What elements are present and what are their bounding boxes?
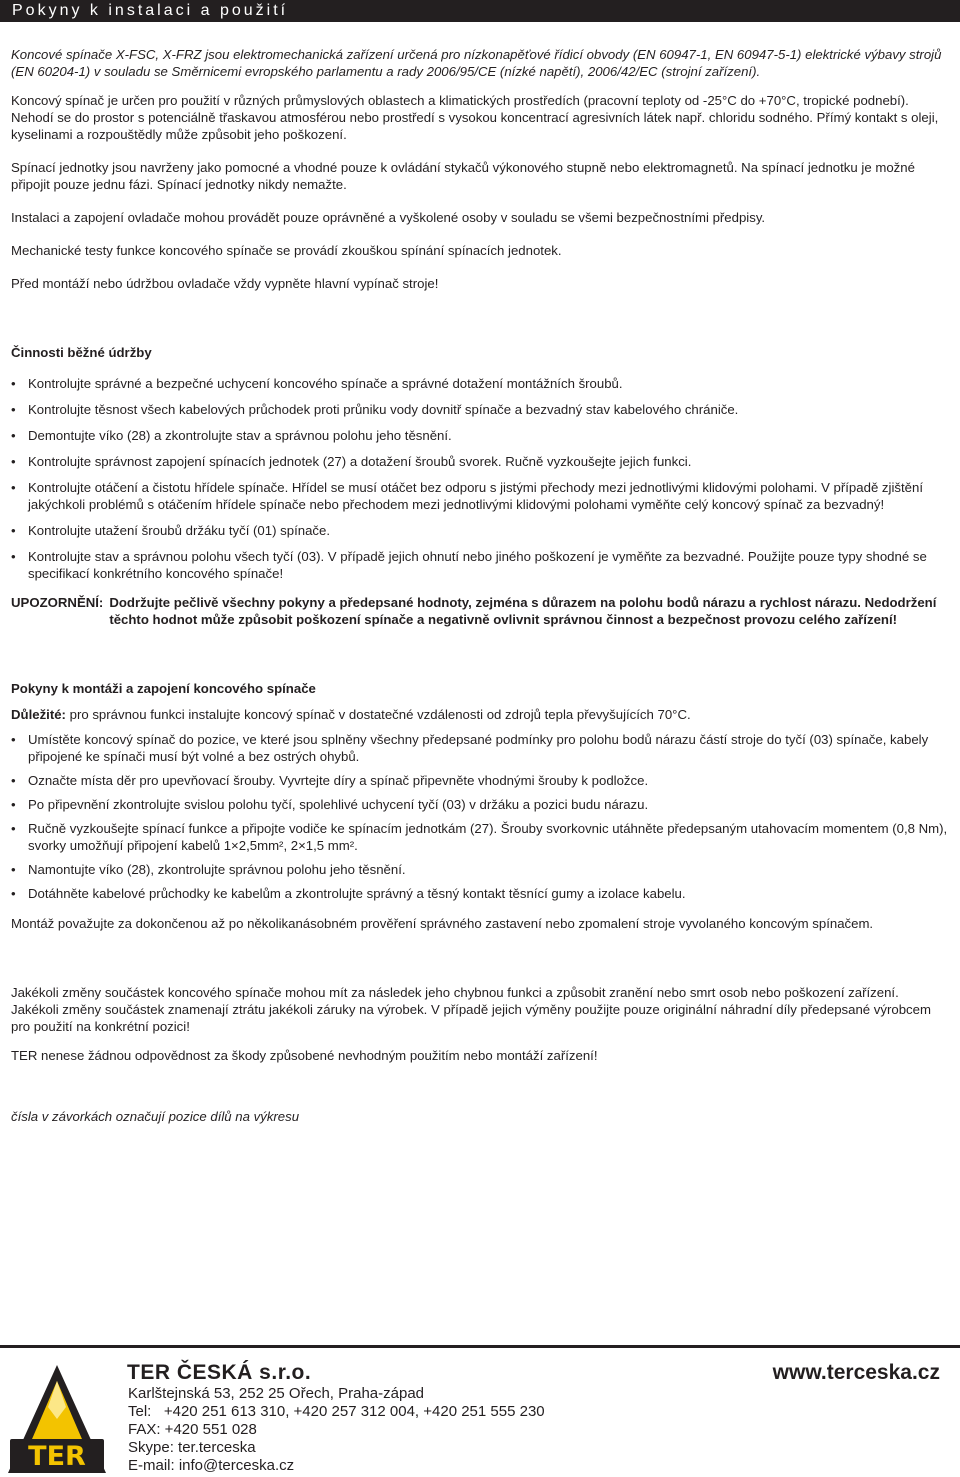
warning-label: UPOZORNĚNÍ: — [11, 595, 104, 610]
ter-logo-icon — [6, 1363, 108, 1475]
website-link[interactable]: www.terceska.cz — [772, 1361, 940, 1384]
list-item: • Dotáhněte kabelové průchodky ke kabelům a zkontrolujte správný a těsný kontakt těsnící gumy a izolace kabelu. — [11, 886, 686, 901]
fax: FAX: +420 551 028 — [128, 1421, 257, 1438]
paragraph-power-off: Před montáží nebo údržbou ovladače vždy vypněte hlavní vypínač stroje! — [11, 276, 439, 291]
phone: Tel: +420 251 613 310, +420 257 312 004, +420 251 555 230 — [128, 1403, 545, 1420]
bullet-icon: • — [11, 402, 16, 417]
mounting-heading: Pokyny k montáži a zapojení koncového spínače — [11, 681, 316, 696]
footnote: čísla v závorkách označují pozice dílů na výkresu — [11, 1109, 300, 1124]
bullet-icon: • — [11, 886, 16, 901]
list-item: • Namontujte víko (28), zkontrolujte správnou polohu jeho těsnění. — [11, 862, 406, 877]
list-item: • Označte místa děr pro upevňovací šrouby. Vyvrtejte díry a spínač připevněte vhodnými šrouby k podložce. — [11, 773, 649, 788]
list-item: • Kontrolujte utažení šroubů držáku tyčí (01) spínače. — [11, 523, 331, 538]
bullet-icon: • — [11, 732, 16, 747]
maintenance-heading: Činnosti běžné údržby — [11, 345, 152, 360]
mounting-list — [11, 731, 949, 902]
company-name: TER ČESKÁ s.r.o. — [127, 1361, 312, 1384]
page-title: Pokyny k instalaci a použití — [12, 2, 289, 19]
header-bar — [0, 0, 960, 22]
intro-paragraph: Koncové spínače X-FSC, X-FRZ jsou elektromechanická zařízení určená pro nízkonapěťové řídicí obvody (EN 60947-1, EN 60947-5-1) elektrické výbavy strojů (EN 60204-1) v souladu se Směrnicemi evropského parlamentu a rady 2006/95/CE (nízké napětí), 2006/42/EC (strojní zařízení). — [11, 47, 942, 79]
list-item: • Kontrolujte těsnost všech kabelových průchodek proti průniku vody dovnitř spínače a bezvadný stav kabelového chrániče. — [11, 402, 739, 417]
mounting-completion: Montáž považujte za dokončenou až po několikanásobném prověření správného zastavení nebo zpomalení stroje vyvolaného koncovým spínačem. — [11, 916, 874, 931]
paragraph-changes-warning: Jakékoli změny součástek koncového spínače mohou mít za následek jeho chybnou funkci a způsobit zranění nebo smrt osob nebo poškození zařízení. Jakékoli změny součástek znamenají ztrátu jakékoli záruky na výrobek. V případě jejich výměny použijte pouze originální náhradní díly předepsané výrobcem pro použití na konkrétní pozici! — [11, 985, 931, 1034]
list-item: • Kontrolujte otáčení a čistotu hřídele spínače. Hřídel se musí otáčet bez odporu s jistými přechody mezi jednotlivými klidovými polohami. V případě zjištění jakýchkoli problémů s otáčením hřídele spínače nebo přechodem mezi jednotlivými klidovými polohami vyměňte celý koncový spínač za bezvadný! — [11, 480, 923, 512]
bullet-icon: • — [11, 797, 16, 812]
contact-block — [128, 1385, 545, 1475]
bullet-icon: • — [11, 523, 16, 538]
bullet-icon: • — [11, 773, 16, 788]
skype: Skype: ter.terceska — [128, 1439, 256, 1456]
maintenance-list — [11, 375, 949, 582]
warning-block — [11, 594, 949, 628]
footer — [0, 1345, 960, 1477]
list-item: • Kontrolujte správné a bezpečné uchycení koncového spínače a správné dotažení montážních šroubů. — [11, 376, 623, 391]
paragraph-switch-units: Spínací jednotky jsou navrženy jako pomocné a vhodné pouze k ovládání stykačů výkonového stupně nebo elektromagnetů. Na spínací jednotku je možné připojit pouze jednu fázi. Spínací jednotky nikdy nemažte. — [11, 160, 915, 192]
paragraph-mechanical-tests: Mechanické testy funkce koncového spínače se provádí zkouškou spínání spínacích jednotek. — [11, 243, 562, 258]
bullet-icon: • — [11, 376, 16, 391]
list-item: • Umístěte koncový spínač do pozice, ve které jsou splněny všechny předepsané podmínky pro polohu bodů nárazu částí stroje do tyčí (03) spínače, kabely připojené ke spínači musí být volné a bez ostrých ohybů. — [11, 732, 929, 764]
address: Karlštejnská 53, 252 25 Ořech, Praha-západ — [128, 1385, 425, 1402]
list-item: • Ručně vyzkoušejte spínací funkce a připojte vodiče ke spínacím jednotkám (27). Šrouby svorkovnic utáhněte předepsaným utahovacím momentem (0,8 Nm), svorky umožňují připojení kabelů 1×2,5mm², 2×1,5 mm². — [11, 821, 948, 853]
important-note — [11, 706, 949, 723]
list-item: • Demontujte víko (28) a zkontrolujte stav a správnou polohu jeho těsnění. — [11, 428, 452, 443]
paragraph-installation: Instalaci a zapojení ovladače mohou provádět pouze oprávněné a vyškolené osoby v souladu se všemi bezpečnostními předpisy. — [11, 210, 766, 225]
bullet-icon: • — [11, 549, 16, 564]
important-label: Důležité: — [11, 707, 66, 722]
bullet-icon: • — [11, 454, 16, 469]
list-item: • Po připevnění zkontrolujte svislou polohu tyčí, spolehlivé uchycení tyčí (03) v držáku a pozici budu nárazu. — [11, 797, 649, 812]
email-link[interactable]: E-mail: info@terceska.cz — [128, 1457, 295, 1474]
list-item: • Kontrolujte správnost zapojení spínacích jednotek (27) a dotažení šroubů svorek. Ručně vyzkoušejte jejich funkci. — [11, 454, 692, 469]
bullet-icon: • — [11, 480, 16, 495]
footer-divider — [0, 1345, 960, 1348]
document-body — [11, 46, 949, 1125]
bullet-icon: • — [11, 862, 16, 877]
paragraph-liability: TER nenese žádnou odpovědnost za škody způsobené nevhodným použitím nebo montáží zařízení! — [11, 1048, 598, 1063]
warning-text: Dodržujte pečlivě všechny pokyny a předepsané hodnoty, zejména s důrazem na polohu bodů nárazu a rychlost nárazu. Nedodržení těchto hodnot může způsobit poškození spínače a negativně ovlivnit správnou činnost a bezpečnost provozu celého zařízení! — [109, 595, 937, 627]
bullet-icon: • — [11, 428, 16, 443]
bullet-icon: • — [11, 821, 16, 836]
svg-text:TER: TER — [28, 1441, 86, 1472]
list-item: • Kontrolujte stav a správnou polohu všech tyčí (03). V případě jejich ohnutí nebo jiného poškození je vyměňte za bezvadné. Použijte pouze typy shodné se specifikací konkrétního koncového spínače! — [11, 549, 927, 581]
paragraph-environment: Koncový spínač je určen pro použití v různých průmyslových oblastech a klimatických prostředích (pracovní teploty od -25°C do +70°C, tropické podnebí). Nehodí se do prostor s potenciálně třaskavou atmosférou nebo prostředí s vysokou koncentrací agresivních látek např. chloridu sodného. Přímý kontakt s oleji, kyselinami a rozpouštědly může způsobit jeho poškození. — [11, 93, 939, 142]
important-text: pro správnou funkci instalujte koncový spínač v dostatečné vzdálenosti od zdrojů tepla převyšujících 70°C. — [65, 707, 691, 722]
